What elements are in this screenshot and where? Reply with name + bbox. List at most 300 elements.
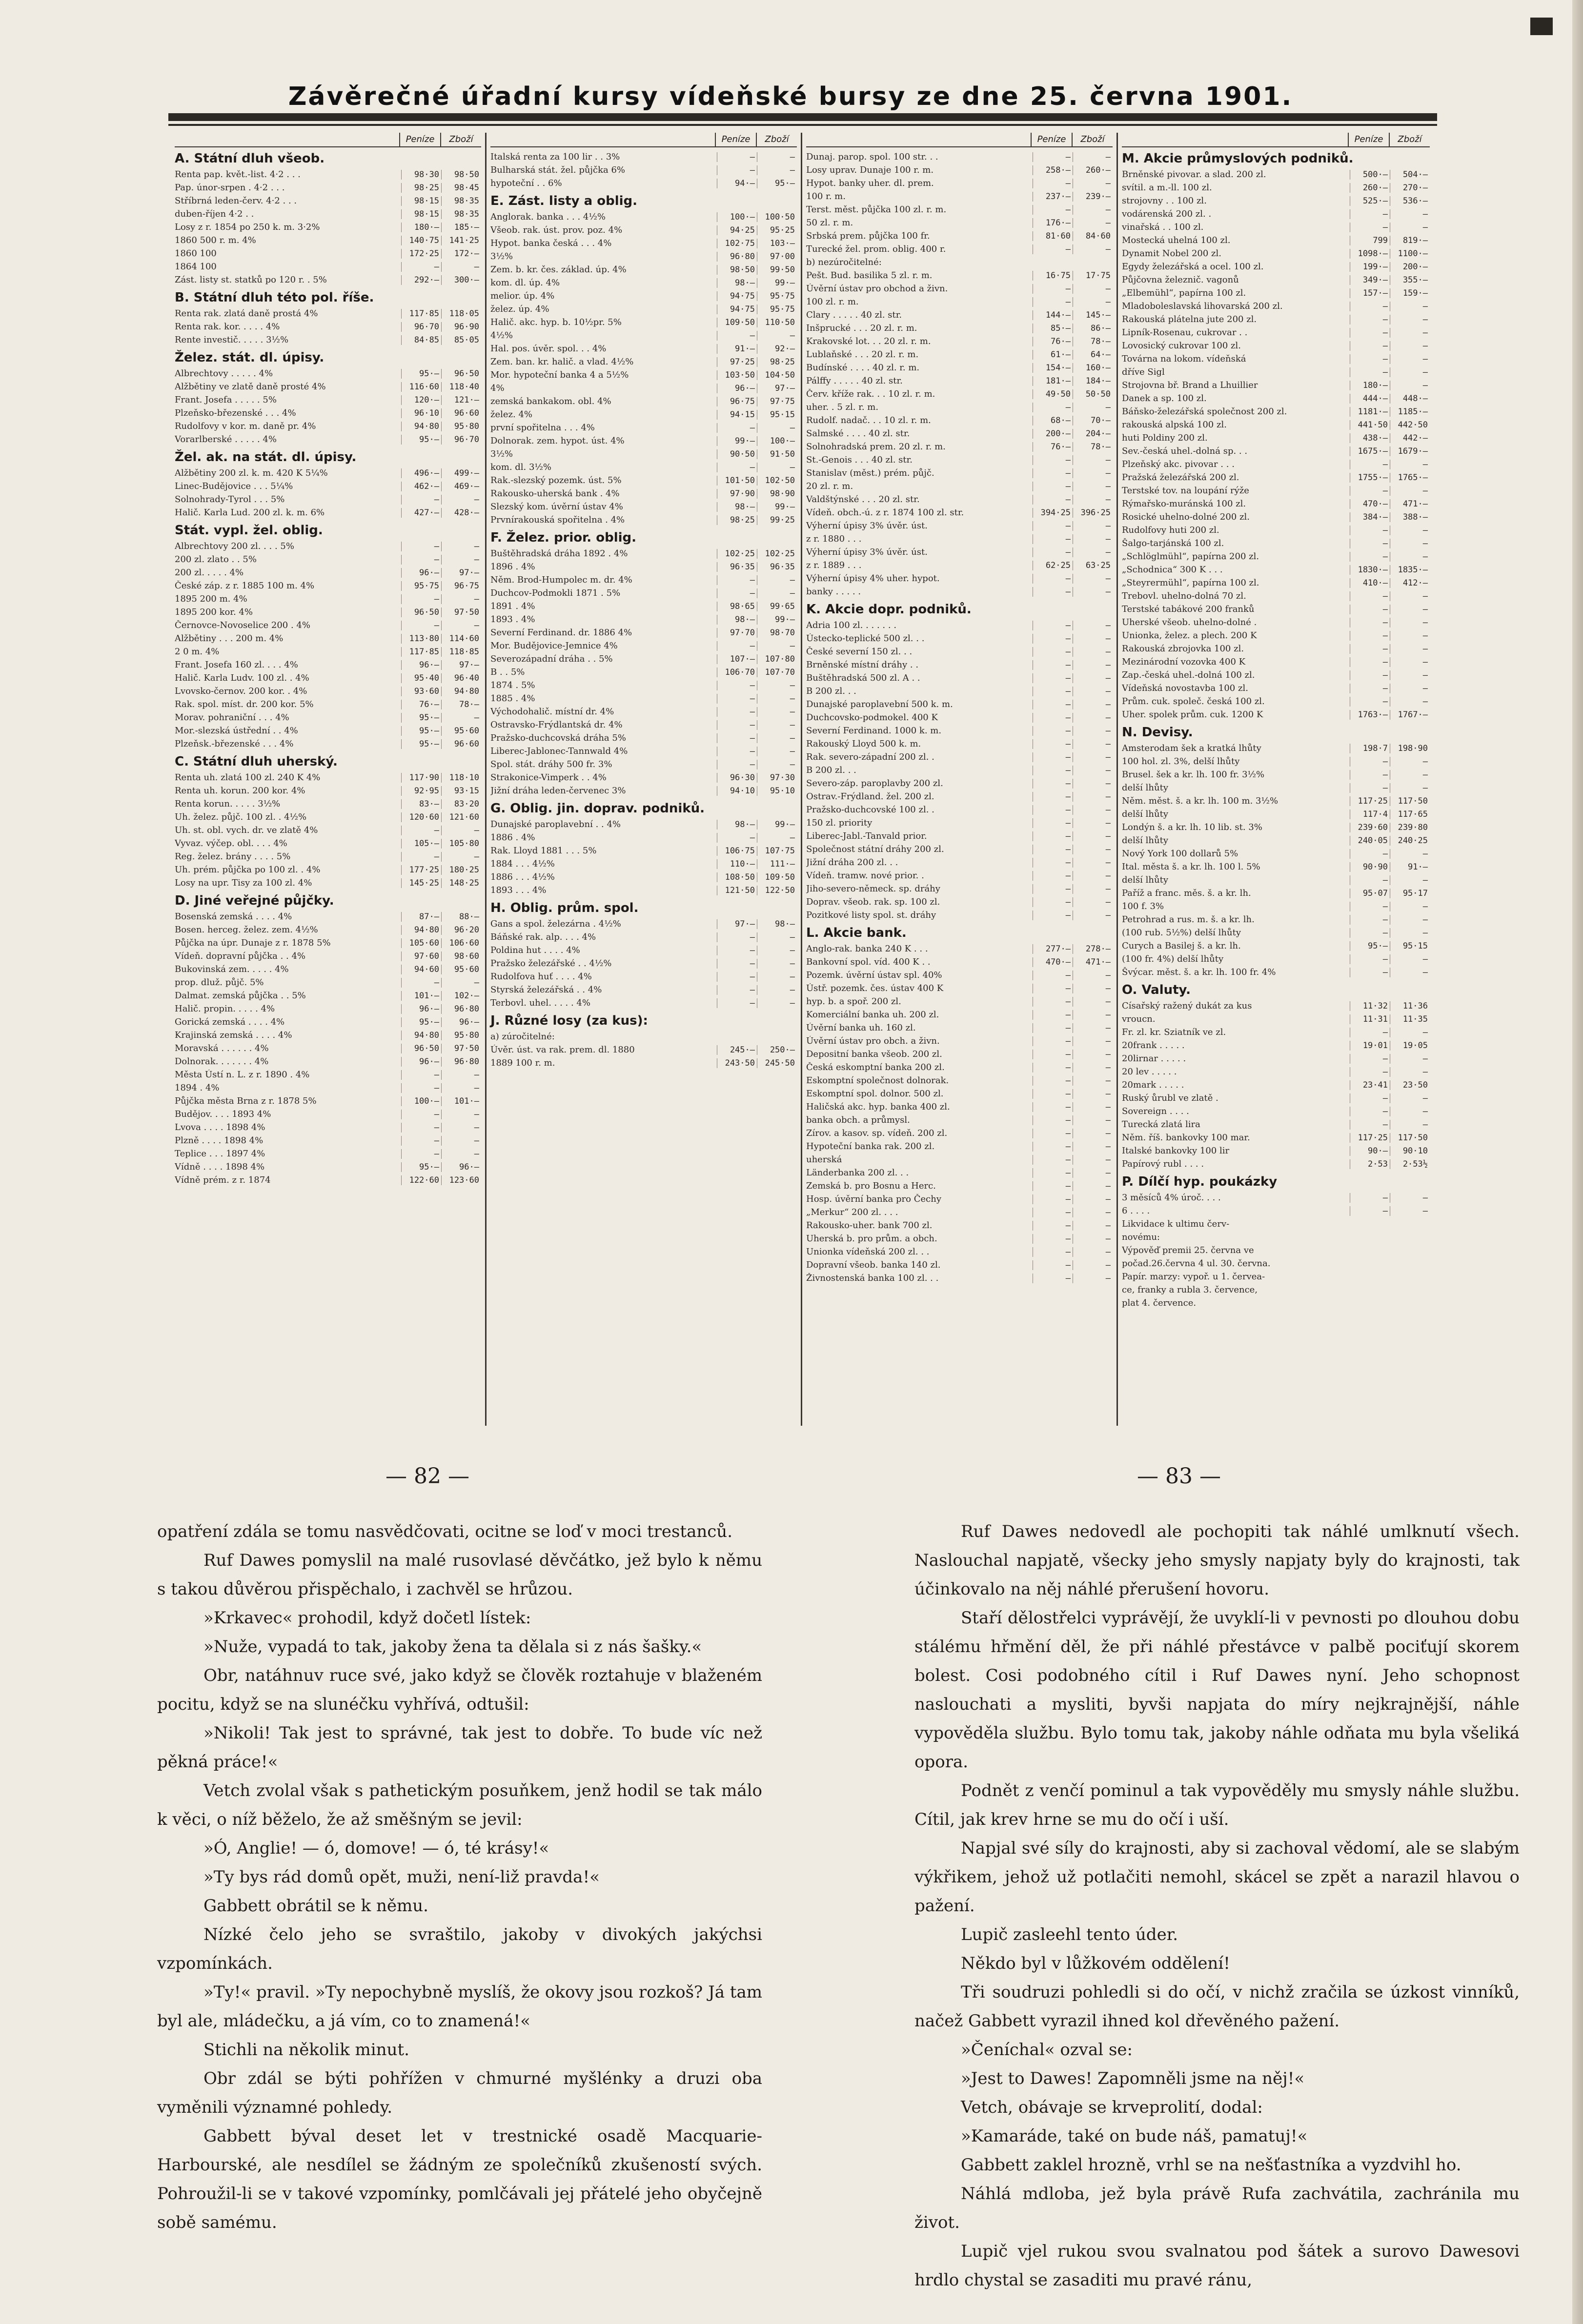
- headline-rule-thin: [168, 124, 1437, 126]
- quote-goods: 102·50: [757, 476, 797, 485]
- quote-label: Brněnské pivovar. a slad. 200 zl.: [1122, 169, 1266, 180]
- quote-money: 98·15: [401, 209, 441, 219]
- quote-money: 23·41: [1350, 1080, 1390, 1090]
- quote-row: [806, 645, 1113, 658]
- quote-money: 96·50: [401, 1044, 441, 1053]
- quote-goods: 96·60: [441, 408, 481, 418]
- quote-label: Trebovl. uhelno-dolná 70 zl.: [1122, 591, 1246, 601]
- quote-goods: —: [1390, 315, 1430, 324]
- quote-label: Ostrav.-Frýdland. žel. 200 zl.: [806, 791, 934, 802]
- quote-label: Rakouská zbrojovka 100 zl.: [1122, 644, 1244, 654]
- quote-row: [806, 572, 1113, 585]
- quote-label: Spol. stát. dráhy 500 fr. 3%: [490, 759, 612, 769]
- quote-row: [490, 150, 797, 163]
- quote-row: [1122, 1257, 1430, 1270]
- quote-label: Brusel. šek a kr. lh. 100 fr. 3½%: [1122, 769, 1265, 780]
- quote-label: Plzeňský akc. pivovar . . .: [1122, 459, 1235, 469]
- quote-label: 20lirnar . . . . .: [1122, 1053, 1186, 1064]
- quote-label: B 200 zl. . .: [806, 686, 856, 696]
- quote-goods: 107·70: [757, 667, 797, 677]
- quote-goods: 93·15: [441, 786, 481, 796]
- paragraph: Lupič zasleehl tento úder.: [961, 1925, 1178, 1944]
- quote-label: Něm. říš. bankovky 100 mar.: [1122, 1132, 1250, 1143]
- paragraph: opatření zdála se tomu nasvědčovati, ocitne se loď v moci trestanců.: [157, 1522, 733, 1541]
- quote-money: 11·32: [1350, 1001, 1390, 1011]
- quote-label: želez. úp. 4%: [490, 304, 549, 314]
- quote-goods: —: [1390, 1067, 1430, 1077]
- quote-label: Renta rak. kor. . . . . 4%: [175, 322, 280, 332]
- quote-label: Frant. Josefa . . . . . 5%: [175, 395, 277, 405]
- section-title: J. Různé losy (za kus):: [490, 1013, 648, 1028]
- quote-label: Albrechtovy . . . . . 4%: [175, 368, 273, 379]
- quote-money: —: [1350, 954, 1390, 964]
- quote-goods: 1767·—: [1390, 710, 1430, 720]
- quote-row: [490, 1056, 797, 1070]
- quote-goods: —: [441, 1110, 481, 1119]
- quote-label: 1886 . 4%: [490, 832, 535, 843]
- quote-goods: 180·25: [441, 865, 481, 875]
- quote-money: 496·—: [401, 468, 441, 478]
- quote-label: (100 rub. 5½%) delší lhůty: [1122, 928, 1241, 938]
- quote-label: Dunajské paroplavební . . 4%: [490, 819, 621, 829]
- quote-money: 444·—: [1350, 394, 1390, 404]
- quote-goods: —: [1073, 547, 1113, 557]
- quote-goods: —: [1390, 1028, 1430, 1037]
- quote-goods: —: [1073, 792, 1113, 802]
- quote-row: [490, 434, 797, 447]
- quote-label: kom. dl. 3½%: [490, 462, 551, 472]
- quote-goods: —: [1073, 910, 1113, 920]
- quote-row: [490, 844, 797, 857]
- quote-money: —: [717, 152, 757, 162]
- quote-label: Pražsko železářské . . 4½%: [490, 958, 612, 969]
- quote-row: [175, 466, 481, 480]
- quote-label: 1896 . 4%: [490, 562, 535, 572]
- quote-label: Něm. Brod-Humpolec m. dr. 4%: [490, 575, 632, 585]
- quote-money: 98·15: [401, 196, 441, 206]
- quote-money: 98·25: [717, 515, 757, 525]
- quote-label: Továrna na lokom. vídeňská: [1122, 354, 1246, 364]
- quote-row: [175, 1002, 481, 1015]
- quote-money: 410·—: [1350, 578, 1390, 588]
- quote-money: 94·25: [717, 225, 757, 235]
- quote-money: —: [1033, 818, 1073, 828]
- quote-row: [175, 579, 481, 592]
- quote-label: „Schlöglmühl“, papírna 200 zl.: [1122, 551, 1259, 562]
- quote-goods: 96·80: [441, 1057, 481, 1067]
- quote-goods: 123·60: [441, 1175, 481, 1185]
- quote-row: [1122, 1118, 1430, 1131]
- quote-row: [490, 600, 797, 613]
- quote-label: Hypoteční banka rak. 200 zl.: [806, 1141, 935, 1152]
- quote-row: [175, 420, 481, 433]
- quote-row: [1122, 755, 1430, 768]
- quote-row: [806, 480, 1113, 493]
- quote-goods: —: [1073, 1063, 1113, 1072]
- quote-money: 95·—: [401, 726, 441, 736]
- section-title: H. Oblig. prům. spol.: [490, 901, 639, 915]
- quote-row: [1122, 286, 1430, 300]
- quote-row: [175, 480, 481, 493]
- quote-goods: 99·—: [757, 820, 797, 829]
- quote-row: [175, 737, 481, 750]
- quote-label: Úvěrní banka uh. 160 zl.: [806, 1023, 916, 1033]
- quote-goods: —: [757, 760, 797, 769]
- quote-row: [806, 698, 1113, 711]
- section-title: N. Devisy.: [1122, 725, 1193, 740]
- quote-money: 81·60: [1033, 231, 1073, 241]
- quote-money: —: [401, 495, 441, 505]
- quote-label: banka obch. a průmysl.: [806, 1115, 910, 1125]
- quote-row: [490, 368, 797, 382]
- quote-goods: —: [1073, 739, 1113, 749]
- quote-money: 122·60: [401, 1175, 441, 1185]
- quote-money: —: [1033, 660, 1073, 670]
- quote-label: Vídně prém. z r. 1874: [175, 1175, 271, 1185]
- quote-goods: 97·—: [441, 568, 481, 578]
- quote-goods: 78·—: [441, 700, 481, 709]
- quote-label: Stanislav (měst.) prém. půjč.: [806, 468, 934, 478]
- quote-money: 98·50: [717, 265, 757, 275]
- quote-goods: 19·05: [1390, 1041, 1430, 1051]
- quote-money: 96·—: [401, 1057, 441, 1067]
- quote-label: Pap. únor-srpen . 4·2 . . .: [175, 182, 285, 193]
- quote-money: —: [1033, 205, 1073, 215]
- quote-label: Jižní dráha leden-červenec 3%: [490, 786, 626, 796]
- quote-label: Sev.-česká uhel.-dolná sp. . .: [1122, 446, 1248, 456]
- quote-row: [490, 831, 797, 844]
- paragraph: Ruf Dawes pomyslil na malé rusovlasé děvčátko, jež bylo k němu s takou důvěrou přispěchalo, i zachvěl se hrůzou.: [157, 1551, 762, 1599]
- quote-row: [806, 1166, 1113, 1179]
- quote-money: 258·—: [1033, 165, 1073, 175]
- quote-label: Paříž a franc. měs. š. a kr. lh.: [1122, 888, 1251, 898]
- quote-money: —: [1033, 726, 1073, 736]
- quote-money: —: [1350, 1054, 1390, 1064]
- quote-goods: 85·05: [441, 335, 481, 345]
- quote-row: [1122, 1012, 1430, 1026]
- quote-goods: 98·50: [441, 170, 481, 180]
- paragraph: Náhlá mdloba, jež byla právě Rufa zachvátila, zachránila mu život.: [914, 2184, 1520, 2232]
- quote-money: —: [717, 575, 757, 585]
- quote-label: Císařský ražený dukát za kus: [1122, 1001, 1252, 1011]
- quote-row: [175, 221, 481, 234]
- quote-row: [175, 333, 481, 346]
- quote-money: 19·01: [1350, 1041, 1390, 1051]
- quote-label: delší lhůty: [1122, 809, 1168, 819]
- quote-row: [175, 1068, 481, 1081]
- quote-goods: 97·50: [441, 607, 481, 617]
- quote-goods: 84·60: [1073, 231, 1113, 241]
- quote-money: —: [1033, 910, 1073, 920]
- quote-label: Půjčka města Brna z r. 1878 5%: [175, 1096, 317, 1106]
- quote-goods: 1835·—: [1390, 565, 1430, 575]
- quote-money: 121·50: [717, 886, 757, 895]
- quote-money: —: [717, 959, 757, 969]
- quote-label: 1864 100: [175, 262, 217, 272]
- quote-goods: —: [441, 826, 481, 835]
- quote-label: Hypot. banka česká . . . 4%: [490, 238, 612, 248]
- quote-goods: 148·25: [441, 878, 481, 888]
- quote-goods: 99·25: [757, 515, 797, 525]
- quote-goods: 96·40: [441, 673, 481, 683]
- quote-money: —: [1033, 673, 1073, 683]
- quote-label: 100 f. 3%: [1122, 901, 1164, 911]
- quote-money: —: [717, 747, 757, 756]
- quote-goods: 98·—: [757, 919, 797, 929]
- quote-goods: 17·75: [1073, 271, 1113, 281]
- quote-label: Mladoboleslavská lihovarská 200 zl.: [1122, 301, 1283, 311]
- quote-goods: 96·80: [441, 1004, 481, 1014]
- quote-label: Vyvaz. výčep. obl. . . . 4%: [175, 838, 287, 849]
- quote-row: [175, 380, 481, 393]
- quote-goods: 95·25: [757, 225, 797, 235]
- quote-row: [175, 168, 481, 181]
- quote-row: [175, 950, 481, 963]
- quote-goods: —: [1073, 1181, 1113, 1191]
- quote-label: Lublaňské . . . 20 zl. r. m.: [806, 349, 919, 360]
- quote-money: —: [1033, 845, 1073, 854]
- quote-row: [806, 1140, 1113, 1153]
- quote-money: 1755·—: [1350, 473, 1390, 483]
- quote-label: Vídeň. obch.-ú. z r. 1874 100 zl. str.: [806, 507, 964, 518]
- quote-goods: —: [1073, 1168, 1113, 1178]
- quote-label: Alžbětiny 200 zl. k. m. 420 K 5¼%: [175, 468, 328, 478]
- quote-goods: 96·35: [757, 562, 797, 572]
- quote-label: 1891 . 4%: [490, 601, 535, 611]
- quote-label: Danek a sp. 100 zl.: [1122, 393, 1207, 404]
- quote-row: [1122, 524, 1430, 537]
- quote-label: Dunajské paroplavební 500 k. m.: [806, 699, 953, 709]
- quote-row: [490, 573, 797, 586]
- quote-money: —: [1033, 687, 1073, 696]
- quote-row: [806, 177, 1113, 190]
- quote-row: [806, 882, 1113, 895]
- quote-money: —: [1033, 1155, 1073, 1165]
- quote-money: 91·—: [717, 344, 757, 354]
- quote-label: Šalgo-tarjánská 100 zl.: [1122, 538, 1224, 548]
- quote-label: Renta uh. zlatá 100 zl. 240 K 4%: [175, 772, 321, 783]
- quote-row: [806, 764, 1113, 777]
- quote-money: 98·65: [717, 602, 757, 611]
- quote-goods: 442·—: [1390, 433, 1430, 443]
- quote-label: Živnostenská banka 100 zl. . .: [806, 1273, 939, 1283]
- quote-goods: —: [1073, 1260, 1113, 1270]
- quote-goods: —: [1390, 849, 1430, 859]
- quote-money: 98·30: [401, 170, 441, 180]
- quote-goods: —: [1390, 618, 1430, 627]
- quote-row: [490, 560, 797, 573]
- quote-money: 106·70: [717, 667, 757, 677]
- quote-label: Papír. marzy: vypoř. u 1. červea-: [1122, 1272, 1265, 1282]
- quote-row: [1122, 589, 1430, 603]
- quote-goods: 99·65: [757, 602, 797, 611]
- quote-row: [806, 843, 1113, 856]
- quote-label: Turecké žel. prom. oblig. 400 r.: [806, 244, 946, 254]
- quote-row: [806, 585, 1113, 598]
- quote-row: [1122, 1217, 1430, 1231]
- quote-money: —: [1033, 1208, 1073, 1217]
- quote-label: Anglo-rak. banka 240 K . . .: [806, 944, 928, 954]
- quote-money: —: [717, 833, 757, 843]
- quote-row: [175, 658, 481, 671]
- quote-label: Zem. b. kr. čes. základ. úp. 4%: [490, 264, 627, 275]
- quote-row: [175, 307, 481, 320]
- quote-label: plat 4. července.: [1122, 1298, 1197, 1308]
- quote-row: [1122, 768, 1430, 781]
- quote-label: Alžbětiny ve zlatě daně prosté 4%: [175, 382, 326, 392]
- quote-goods: —: [441, 1070, 481, 1080]
- quote-goods: 98·35: [441, 209, 481, 219]
- quote-money: 16·75: [1033, 271, 1073, 281]
- quote-label: melior. úp. 4%: [490, 291, 555, 301]
- quote-goods: 88·—: [441, 912, 481, 922]
- quote-money: —: [1350, 1028, 1390, 1037]
- quote-row: [175, 194, 481, 207]
- quote-money: —: [1033, 1050, 1073, 1059]
- quote-row: [1122, 642, 1430, 655]
- quote-money: 441·50: [1350, 420, 1390, 430]
- quote-money: 87·—: [401, 912, 441, 922]
- quote-label: Fr. zl. kr. Sziatník ve zl.: [1122, 1027, 1226, 1037]
- quote-goods: —: [1073, 897, 1113, 907]
- quote-money: —: [1033, 455, 1073, 465]
- quote-money: —: [1350, 902, 1390, 911]
- quote-goods: 114·60: [441, 634, 481, 644]
- quote-label: Půjčovna železnič. vagonů: [1122, 275, 1239, 285]
- quote-row: [490, 639, 797, 652]
- quote-row: [806, 829, 1113, 843]
- quote-row: [806, 295, 1113, 308]
- quote-row: [175, 406, 481, 420]
- quote-goods: —: [757, 641, 797, 651]
- quote-money: —: [1350, 915, 1390, 925]
- quote-label: zemská bankakom. obl. 4%: [490, 396, 611, 406]
- quote-label: 200 zl. . . . . 4%: [175, 567, 244, 578]
- quote-money: 438·—: [1350, 433, 1390, 443]
- quote-money: —: [401, 1083, 441, 1093]
- quote-goods: 95·80: [441, 1031, 481, 1040]
- paragraph: Ruf Dawes nedovedl ale pochopiti tak náhlé umlknutí všech. Naslouchal napjatě, všecky jeho smysly napjaty byly do krajnosti, tak účinkovalo na něj náhlé přerušení hovoru.: [914, 1522, 1520, 1599]
- page-edge: [1572, 0, 1583, 2324]
- quote-row: [490, 731, 797, 745]
- quote-label: dříve Sigl: [1122, 367, 1165, 377]
- quote-goods: 97·75: [757, 397, 797, 406]
- quote-money: 95·—: [1350, 941, 1390, 951]
- quote-goods: 100·—: [757, 436, 797, 446]
- quote-money: —: [1033, 805, 1073, 815]
- quote-label: Länderbanka 200 zl. . .: [806, 1168, 909, 1178]
- quote-label: 1884 . . . 4½%: [490, 859, 555, 869]
- quote-row: [175, 260, 481, 273]
- quote-money: 277·—: [1033, 944, 1073, 954]
- quote-goods: 96·20: [441, 925, 481, 935]
- quote-goods: —: [1390, 460, 1430, 469]
- quote-label: Ústecko-teplické 500 zl. . .: [806, 633, 925, 644]
- quote-goods: —: [441, 555, 481, 565]
- quote-goods: 90·10: [1390, 1146, 1430, 1156]
- quote-goods: 11·36: [1390, 1001, 1430, 1011]
- quote-row: [490, 210, 797, 223]
- quote-row: [490, 1030, 797, 1043]
- quote-goods: 78·—: [1073, 337, 1113, 346]
- quote-row: [175, 506, 481, 519]
- quote-money: 105·—: [401, 839, 441, 849]
- quote-money: —: [1033, 647, 1073, 657]
- quote-money: —: [1033, 858, 1073, 868]
- quote-row: [490, 857, 797, 870]
- quote-goods: 200·—: [1390, 262, 1430, 272]
- quote-goods: 160·—: [1073, 363, 1113, 373]
- quote-goods: 98·45: [441, 183, 481, 193]
- quote-money: —: [1033, 1036, 1073, 1046]
- quote-row: [490, 395, 797, 408]
- quote-label: delší lhůty: [1122, 875, 1168, 885]
- quote-money: —: [1350, 783, 1390, 793]
- quote-row: [806, 493, 1113, 506]
- quote-money: 95·07: [1350, 889, 1390, 898]
- quote-row: [490, 1043, 797, 1056]
- quote-row: [175, 619, 481, 632]
- quote-row: [490, 917, 797, 930]
- quote-money: 92·95: [401, 786, 441, 796]
- quote-label: Dolnorak. . . . . . . 4%: [175, 1056, 269, 1067]
- quote-label: Renta pap. květ.-list. 4·2 . . .: [175, 169, 301, 180]
- quote-row: [490, 784, 797, 797]
- quote-label: b) nezúročitelné:: [806, 257, 882, 267]
- quote-row: [1122, 1078, 1430, 1091]
- quote-label: Lipník-Rosenau, cukrovar . .: [1122, 327, 1248, 338]
- quote-label: Srbská prem. půjčka 100 fr.: [806, 231, 930, 241]
- quote-row: [1122, 326, 1430, 339]
- quote-goods: 185·—: [441, 222, 481, 232]
- quote-goods: —: [757, 747, 797, 756]
- quote-label: Rosické uhelno-dolné 200 zl.: [1122, 512, 1250, 522]
- quote-money: —: [1033, 179, 1073, 188]
- quote-label: Solnohradská prem. 20 zl. r. m.: [806, 442, 946, 452]
- quote-goods: —: [1073, 766, 1113, 775]
- section-title: M. Akcie průmyslových podniků.: [1122, 151, 1354, 166]
- quote-money: —: [1033, 766, 1073, 775]
- quote-label: Ostravsko-Frýdlantská dr. 4%: [490, 720, 623, 730]
- quote-money: 96·80: [717, 252, 757, 262]
- paragraph: Vetch zvolal však s pathetickým posuňkem, jenž hodil se tak málo k věci, o níž běželo, že až směšným se jevil:: [157, 1781, 762, 1829]
- quote-goods: —: [757, 833, 797, 843]
- quote-label: Eskomptní společnost dolnorak.: [806, 1075, 949, 1086]
- quote-label: Zírov. a kasov. sp. vídeň. 200 zl.: [806, 1128, 948, 1138]
- quote-money: —: [1350, 605, 1390, 614]
- quote-row: [806, 190, 1113, 203]
- quote-label: Losy uprav. Dunaje 100 r. m.: [806, 165, 934, 175]
- quote-goods: 91·50: [757, 449, 797, 459]
- quote-money: 1675·—: [1350, 446, 1390, 456]
- quote-row: [175, 553, 481, 566]
- quote-label: Ital. města š. a kr. lh. 100 l. 5%: [1122, 862, 1260, 872]
- quote-goods: 355·—: [1390, 275, 1430, 285]
- quote-goods: —: [1073, 779, 1113, 788]
- quote-row: [175, 1160, 481, 1173]
- quote-goods: —: [1390, 697, 1430, 707]
- quote-label: novému:: [1122, 1232, 1160, 1242]
- quote-row: [175, 1055, 481, 1068]
- quote-money: —: [1350, 460, 1390, 469]
- quote-label: Půjčka na úpr. Dunaje z r. 1878 5%: [175, 938, 331, 948]
- quote-money: —: [1033, 831, 1073, 841]
- quote-goods: 1185·—: [1390, 407, 1430, 417]
- quote-goods: 50·50: [1073, 389, 1113, 399]
- quote-label: Rudolfovy huti 200 zl.: [1122, 525, 1219, 535]
- quote-money: 97·25: [717, 357, 757, 367]
- quote-label: Egydy železářská a ocel. 100 zl.: [1122, 262, 1264, 272]
